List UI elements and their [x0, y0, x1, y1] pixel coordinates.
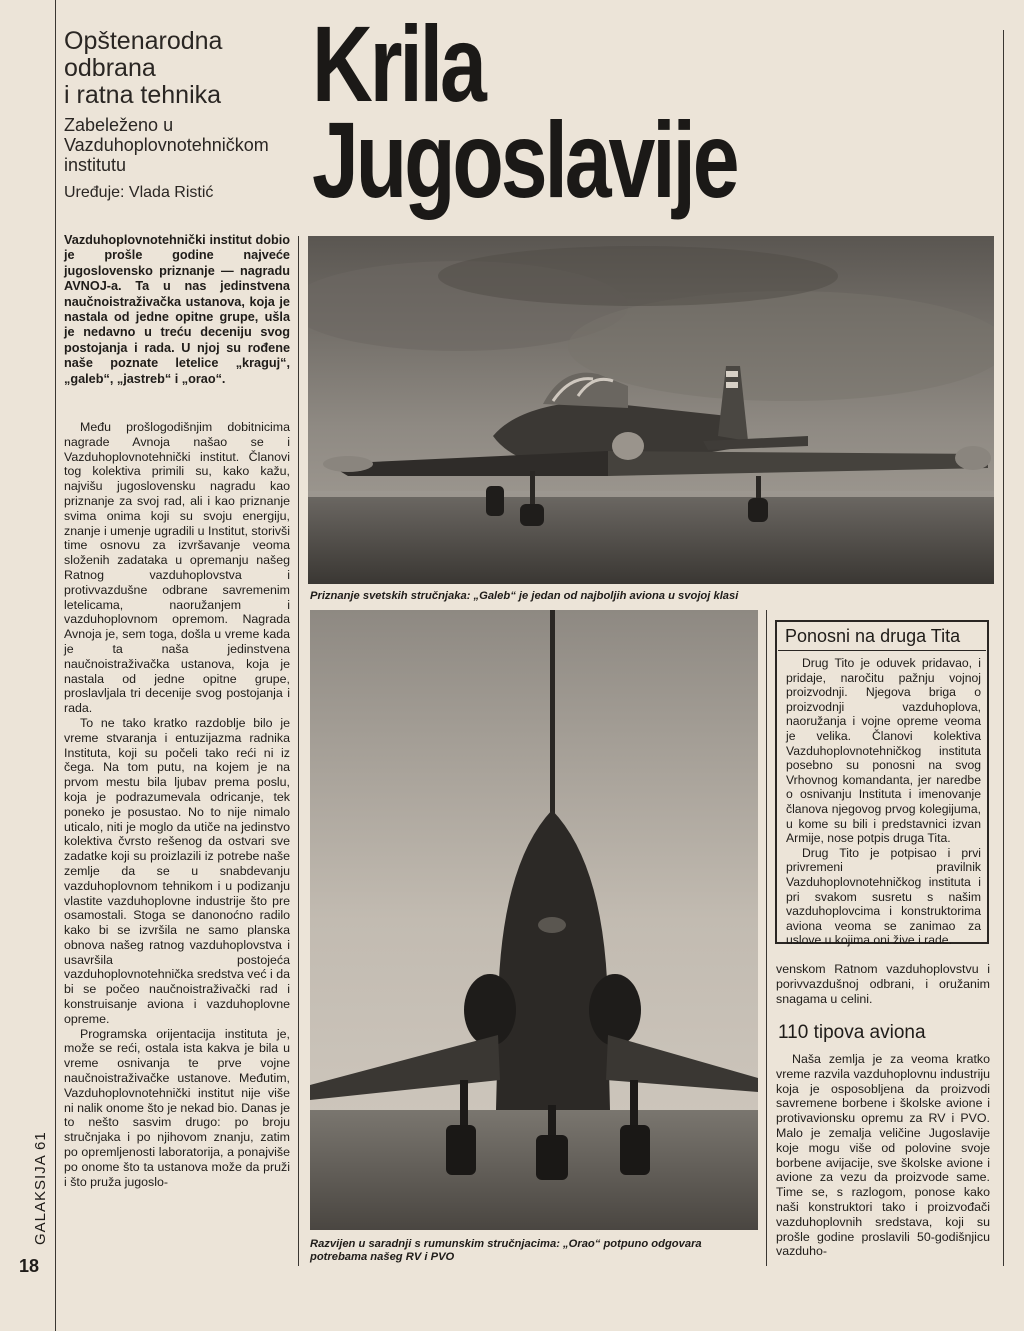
editor-credit: Uređuje: Vlada Ristić — [64, 184, 214, 201]
sidebar-paragraph: Drug Tito je potpisao i prvi privremeni pravilnik Vazduhoplovnotehničkog instituta i pri svakom susretu s našim vazduhoplovcima i konstruktorima aviona veoma se zanimao za uslove u kojima oni žive i rade. — [786, 845, 981, 948]
magazine-name-vertical: GALAKSIJA 61 — [32, 1131, 49, 1245]
body-column-1 — [64, 420, 290, 1189]
galeb-photo-caption: Priznanje svetskih stručnjaka: „Galeb“ je jedan od najboljih aviona u svojoj klasi — [310, 590, 739, 602]
sidebar-box-title: Ponosni na druga Tita — [785, 626, 961, 646]
column-rule-1 — [298, 236, 299, 1266]
sidebar-box-text — [786, 656, 981, 948]
right-margin-rule — [1003, 30, 1004, 1266]
galeb-aircraft-image — [308, 236, 994, 584]
article-lead: Vazduhoplovnotehnički institut dobio je prošle godine najveće jugoslovensko priznanje — nagradu AVNOJ-a. Ta u nas jedinstvena naučnoistraživačka ustanova, koja je nastala od jedne opitne grupe, ušla je nedavno u treću deceniju svog postojanja i rada. U njoj su rođene naše poznate letelice „kraguj“, „galeb“, „jastreb“ i „orao“. — [64, 233, 290, 386]
orao-photo — [310, 610, 758, 1230]
body-paragraph: Među prošlogodišnjim dobitnicima nagrade Avnoja našao se i Vazduhoplovnotehnički institut. Članovi tog kolektiva primili su, kako kažu, najvišu jugoslovensku nagradu kao priznanje za svoj rad, ali i kao priznanje svima onima koji su svoju energiju, znanje i umenje ugradili u Institut, storivši time osnovu za izvršavanje veoma složenih zadataka u opremanju našeg Ratnog vazduhoplovstva i protivvazdušne odbrane savremenim letelicama, naoružanjem i vazduhoplovnom opremom. Nagrada Avnoja je, sem toga, došla u vreme kada je ta naša jedinstvena naučnoistraživačka ustanova, koja je nastala od jedne opitne grupe, proslavljala tri decenije svog postojanja i rada. — [64, 420, 290, 716]
section-subtitle: Zabeleženo u Vazduhoplovnotehničkom institutu — [64, 115, 269, 175]
section-heading — [64, 28, 304, 203]
body-paragraph: Programska orijentacija instituta je, može se reći, ostala ista kakva je bila u vreme osnivanja te prve vojne naučnoistraživačke ustanove. Međutim, Vazduhoplovnotehnički institut nije više ni nalik onome što je nekad bio. Danas je to nešto sasvim drugo: po broju stručnjaka i po njihovom znanju, zatim po opremljenosti laboratorija, a ponajviše po onome što ta ustanova može da pruži i što pruža jugoslo- — [64, 1026, 290, 1189]
body-column-3-continuation: venskom Ratnom vazduhoplovstvu i porivvazdušnoj odbrani, i oružanim snagama u celini. — [776, 962, 990, 1006]
left-margin-rule — [55, 0, 56, 1331]
orao-photo-caption: Razvijen u saradnji s rumunskim stručnjacima: „Orao“ potpuno odgovara potrebama našeg RV i PVO — [310, 1238, 702, 1263]
sidebar-box-divider — [778, 650, 986, 651]
body-column-3: Naša zemlja je za veoma kratko vreme razvila vazduhoplovnu industriju koja je osposobljena da proizvodi savremene borbene i školske avione i protivavionsku opremu za RV i PVO. Malo je zemalja veličine Jugoslavije koje mogu više od polovine svoje borbene avijacije, sve školske avione i avione za vezu da proizvode same. Time se, s razlogom, ponose kako naši konstruktori tako i proizvođači vazduhoplovnih sredstava, koji su prošle godine proslavili 50-godišnjicu vazduho- — [776, 1052, 990, 1259]
body-paragraph: To ne tako kratko razdoblje bilo je vreme stvaranja i entuzijazma radnika Instituta, koji su počeli tako reći ni iz čega. Na tom putu, na kojem je na prvom mestu bila ljubav prema poslu, koja je podrazumevala odricanje, tek poneko je posustao. No to nije nimalo uticalo, niti je moglo da utiče na jedinstvo kolektiva čvrsto rešenog da ostvari sve zadatke koji su proizlazili iz potrebe naše zemlje da se u snabdevanju vazduhoplovnom tehnikom i u podizanju vlastite vazduhoplovne industrije što pre osamostali. Stoga se danonoćno radilo kako bi se izvršila ne samo planska obnova našeg ratnog vazduhoplovstva i usavršila postojeća vazduhoplovnotehnička sredstva već i da bi se počeo naučnoistraživački rad i konstruisanje aviona i vazduhoplovne opreme. — [64, 715, 290, 1026]
subheading: 110 tipova aviona — [778, 1022, 926, 1043]
page-number: 18 — [19, 1256, 40, 1276]
sidebar-paragraph: Drug Tito je oduvek pridavao, i pridaje, naročitu pažnju vojnoj proizvodnji. Njegova briga o proizvodnji vazduhoplova, naoružanja i vojne opreme veoma je velika. Članovi kolektiva Vazduhoplovnotehničkog instituta posebno su ponosni na svog Vrhovnog komandanta, jer naredbe o osnivanju Instituta i imenovanje članova njegovog prvog kolegijuma, u kome su bili i predstavnici izvan Armije, nose potpis druga Tita. — [786, 656, 981, 846]
section-title: Opštenarodna odbrana i ratna tehnika — [64, 27, 223, 109]
headline-line-2: Jugoslavije — [312, 99, 737, 220]
article-headline — [312, 3, 737, 220]
headline-line-1: Krila — [312, 3, 484, 124]
galeb-photo — [308, 236, 994, 584]
orao-aircraft-image — [310, 610, 758, 1230]
column-rule-2 — [766, 610, 767, 1266]
